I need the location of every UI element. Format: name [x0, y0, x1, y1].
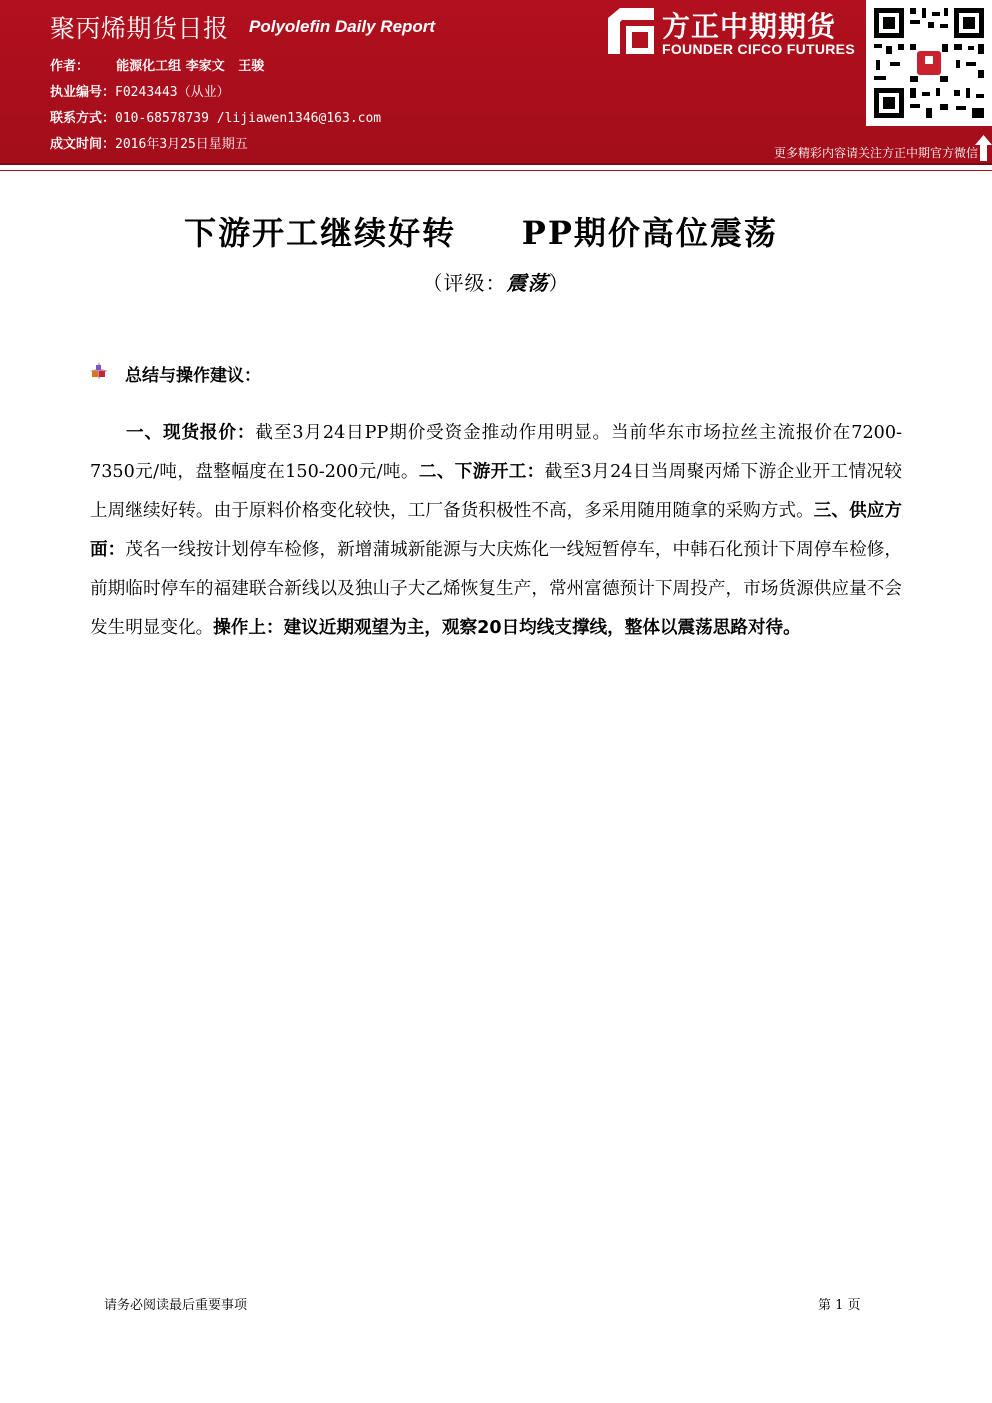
license-value: F0243443（从业）: [115, 85, 230, 100]
article-headline: 下游开工继续好转 PP期价高位震荡: [184, 214, 778, 252]
company-logo-icon: [606, 6, 656, 56]
rating-line: [0, 267, 992, 296]
date-line: [50, 133, 248, 152]
date-value: 2016年3月25日星期五: [115, 137, 248, 152]
author-line: [50, 55, 264, 74]
rating-suffix: ）: [548, 271, 570, 295]
footer-notice: 请务必阅读最后重要事项: [104, 1298, 248, 1313]
section-title: 总结与操作建议：: [125, 366, 261, 386]
date-label: 成文时间：: [50, 137, 116, 152]
rating-prefix: （评级：: [422, 271, 507, 295]
license-line: [50, 81, 230, 100]
section-bullet-icon: [90, 362, 108, 380]
wechat-qr-code-icon: [866, 0, 992, 126]
downstream-label: 二、下游开工：: [418, 462, 545, 482]
report-subtitle: Polyolefin Daily Report: [249, 17, 436, 36]
header-divider: [0, 163, 992, 165]
header-divider-thin: [0, 170, 992, 171]
up-arrow-icon: [975, 135, 992, 161]
company-name-cn: 方正中期期货: [662, 10, 837, 43]
supply-label: 三、供应方面：: [90, 501, 902, 560]
contact-line: [50, 107, 381, 126]
operation-label: 操作上：: [213, 618, 284, 638]
wechat-follow-note: 更多精彩内容请关注方正中期官方微信: [773, 146, 978, 160]
company-name-en: FOUNDER CIFCO FUTURES: [662, 41, 855, 57]
author-label: 作者：: [50, 59, 90, 74]
license-label: 执业编号：: [50, 85, 116, 100]
spot-price-text: 截至3月24日PP期价受资金推动作用明显。当前华东市场拉丝主流报价在7200-7350元/吨，盘整幅度在150-200元/吨。: [90, 423, 902, 482]
operation-text: 建议近期观望为主，观察20日均线支撑线，整体以震荡思路对待。: [283, 618, 801, 638]
contact-label: 联系方式：: [50, 111, 116, 126]
rating-value: 震荡: [506, 271, 549, 295]
supply-text: 茂名一线按计划停车检修，新增蒲城新能源与大庆炼化一线短暂停车，中韩石化预计下周停车检修，前期临时停车的福建联合新线以及独山子大乙烯恢复生产，常州富德预计下周投产，市场货源供应量不会发生明显变化。: [90, 540, 902, 638]
spot-price-label: 一、现货报价：: [126, 423, 256, 443]
contact-value: 010-68578739 /lijiawen1346@163.com: [115, 111, 382, 126]
report-title: 聚丙烯期货日报: [50, 14, 229, 43]
downstream-text: 截至3月24日当周聚丙烯下游企业开工情况较上周继续好转。由于原料价格变化较快，工厂备货积极性不高，多采用随用随拿的采购方式。: [90, 462, 902, 521]
page-number: 第 1 页: [818, 1298, 861, 1313]
summary-paragraph: [90, 414, 902, 648]
author-value: 能源化工组 李家文 王骏: [116, 59, 265, 74]
